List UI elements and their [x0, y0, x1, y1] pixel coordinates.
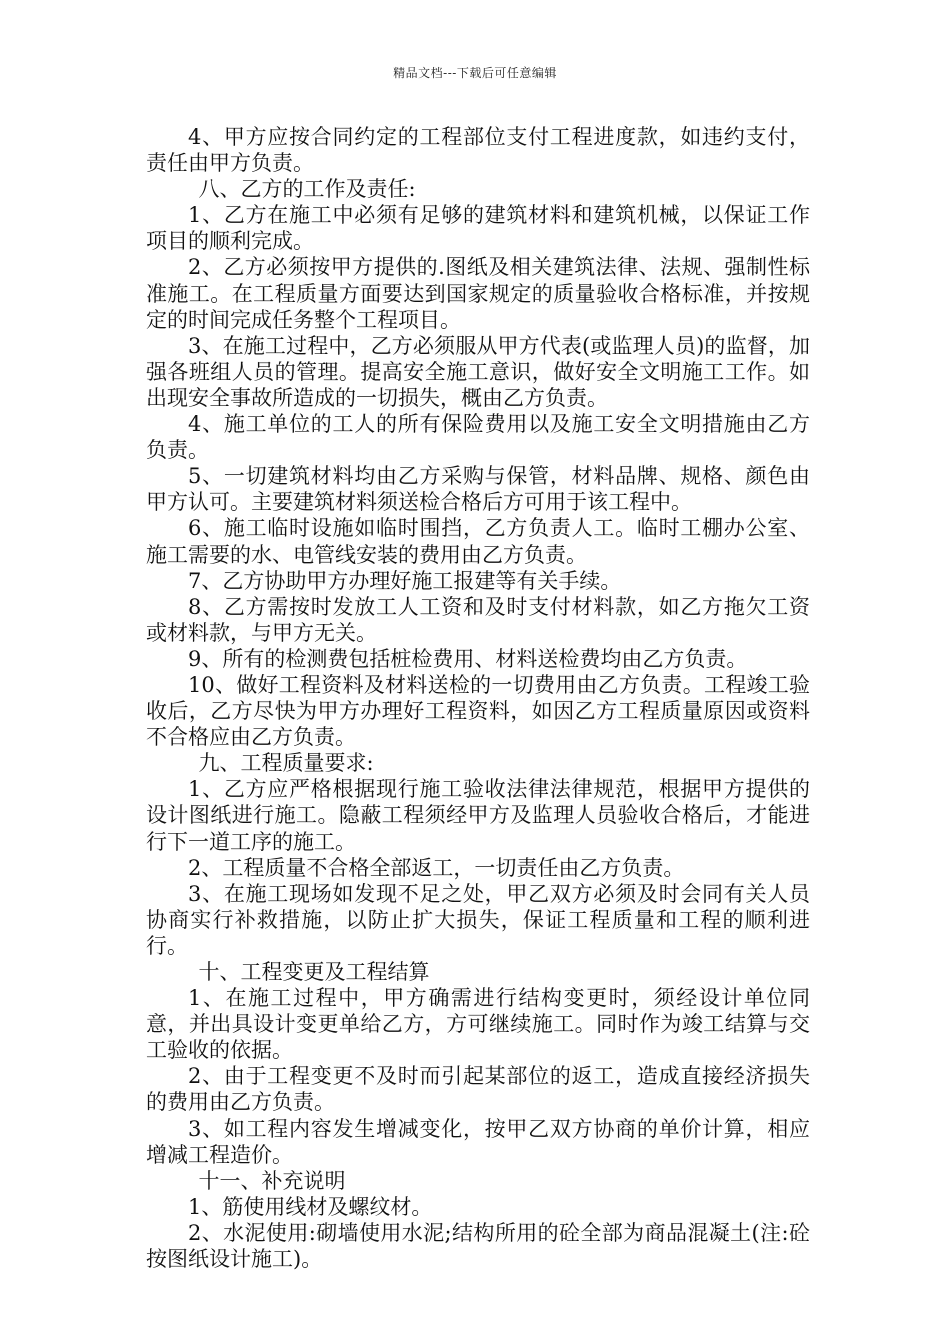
paragraph: 7、乙方协助甲方办理好施工报建等有关手续。 — [188, 568, 622, 593]
section-heading: 九、工程质量要求: — [198, 751, 374, 776]
paragraph: 1、筋使用线材及螺纹材。 — [188, 1194, 433, 1219]
paragraph: 5、一切建筑材料均由乙方采购与保管，材料品牌、规格、颜色由甲方认可。主要建筑材料须送检合格后方可用于该工程中。 — [146, 464, 810, 515]
paragraph: 4、甲方应按合同约定的工程部位支付工程进度款，如违约支付，责任由甲方负责。 — [146, 125, 810, 176]
section-heading: 十一、补充说明 — [198, 1168, 346, 1193]
paragraph: 6、施工临时设施如临时围挡，乙方负责人工。临时工棚办公室、施工需要的水、电管线安装的费用由乙方负责。 — [146, 516, 810, 567]
paragraph: 4、施工单位的工人的所有保险费用以及施工安全文明措施由乙方负责。 — [146, 412, 810, 463]
paragraph: 3、在施工现场如发现不足之处，甲乙双方必须及时会同有关人员协商实行补救措施，以防止扩大损失，保证工程质量和工程的顺利进行。 — [146, 881, 810, 958]
paragraph: 10、做好工程资料及材料送检的一切费用由乙方负责。工程竣工验收后，乙方尽快为甲方办理好工程资料，如因乙方工程质量原因或资料不合格应由乙方负责。 — [146, 672, 810, 750]
paragraph: 2、水泥使用:砌墙使用水泥;结构所用的砼全部为商品混凝土(注:砼按图纸设计施工)。 — [146, 1220, 810, 1272]
paragraph: 3、如工程内容发生增减变化，按甲乙双方协商的单价计算，相应增减工程造价。 — [146, 1116, 810, 1167]
paragraph: 2、由于工程变更不及时而引起某部位的返工，造成直接经济损失的费用由乙方负责。 — [146, 1064, 810, 1115]
paragraph: 2、工程质量不合格全部返工，一切责任由乙方负责。 — [188, 855, 685, 880]
paragraph: 9、所有的检测费包括桩检费用、材料送检费均由乙方负责。 — [188, 646, 748, 671]
document-body — [146, 124, 810, 1272]
paragraph: 1、乙方在施工中必须有足够的建筑材料和建筑机械，以保证工作项目的顺利完成。 — [146, 203, 810, 254]
paragraph: 1、在施工过程中，甲方确需进行结构变更时，须经设计单位同意，并出具设计变更单给乙方，方可继续施工。同时作为竣工结算与交工验收的依据。 — [146, 986, 810, 1063]
paragraph: 1、乙方应严格根据现行施工验收法律法律规范，根据甲方提供的设计图纸进行施工。隐蔽工程须经甲方及监理人员验收合格后，才能进行下一道工序的施工。 — [146, 777, 810, 854]
paragraph: 8、乙方需按时发放工人工资和及时支付材料款，如乙方拖欠工资或材料款，与甲方无关。 — [146, 594, 810, 645]
section-heading: 十、工程变更及工程结算 — [198, 960, 430, 984]
paragraph: 2、乙方必须按甲方提供的.图纸及相关建筑法律、法规、强制性标准施工。在工程质量方面要达到国家规定的质量验收合格标准，并按规定的时间完成任务整个工程项目。 — [146, 255, 810, 332]
paragraph: 3、在施工过程中，乙方必须服从甲方代表(或监理人员)的监督，加强各班组人员的管理。提高安全施工意识，做好安全文明施工工作。如出现安全事故所造成的一切损失，概由乙方负责。 — [146, 333, 810, 410]
section-heading: 八、乙方的工作及责任: — [198, 177, 416, 202]
page-header: 精品文档---下载后可任意编辑 — [393, 66, 557, 80]
